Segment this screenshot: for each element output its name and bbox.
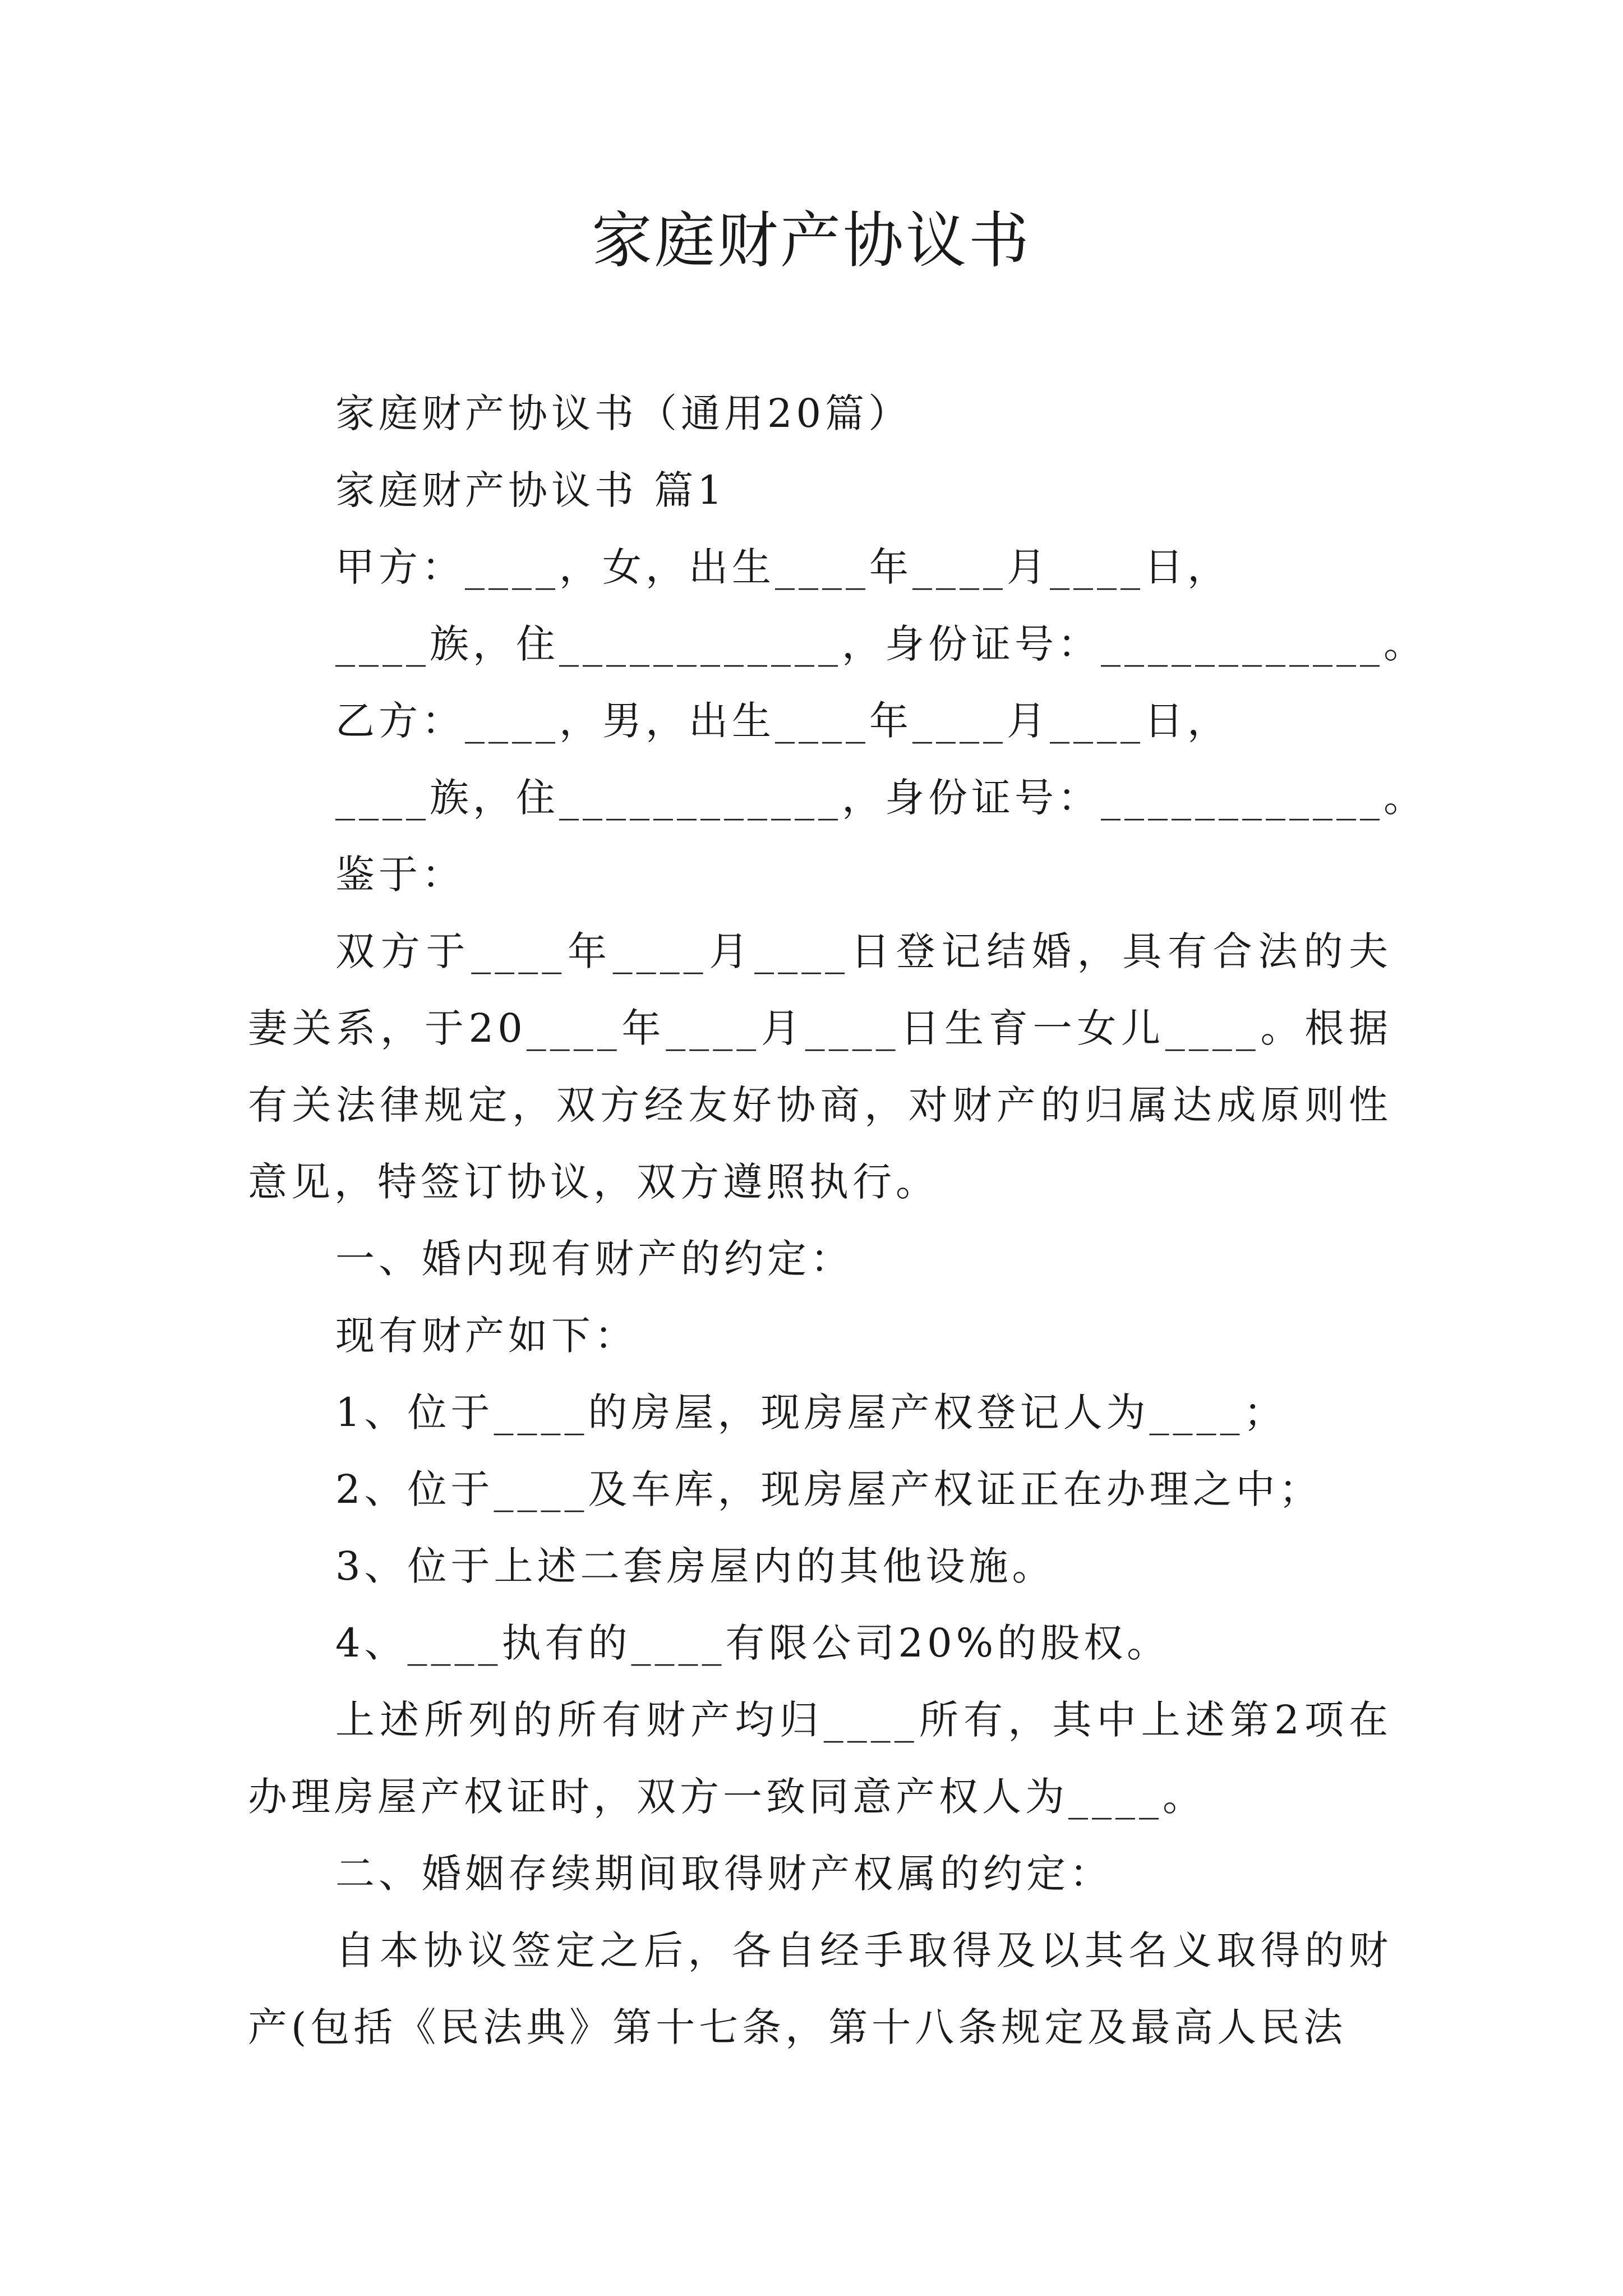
paragraph-existing-assets: 现有财产如下： <box>335 1313 638 1359</box>
paragraph-heading-1: 一、婚内现有财产的约定： <box>335 1236 854 1282</box>
document-body <box>248 375 1427 2066</box>
paragraph-party-a: 甲方：____，女，出生____年____月____日， <box>335 544 1230 590</box>
paragraph-section-heading: 家庭财产协议书 篇1 <box>335 467 726 513</box>
paragraph-party-a-details: ____族，住____________，身份证号：____________。 <box>335 621 1427 667</box>
paragraph-item-3: 3、位于上述二套房屋内的其他设施。 <box>335 1543 1055 1589</box>
paragraph-item-4: 4、____执有的____有限公司20%的股权。 <box>335 1620 1170 1666</box>
paragraph-heading-2: 二、婚姻存续期间取得财产权属的约定： <box>335 1851 1113 1897</box>
document-title: 家庭财产协议书 <box>591 206 1031 276</box>
paragraph-marriage: 双方于____年____月____日登记结婚，具有合法的夫妻关系，于20____年____月____日生育一女儿____。根据有关法律规定，双方经友好协商，对财产的归属达成原则性意见，特签订协议，双方遵照执行。 <box>248 928 1392 1205</box>
paragraph-subtitle: 家庭财产协议书（通用20篇） <box>335 390 912 436</box>
paragraph-party-b-details: ____族，住____________，身份证号：____________。 <box>335 775 1427 821</box>
paragraph-acquired-assets: 自本协议签定之后，各自经手取得及以其名义取得的财产(包括《民法典》第十七条，第十八条规定及最高人民法 <box>248 1927 1392 2050</box>
paragraph-party-b: 乙方：____，男，出生____年____月____日， <box>335 698 1230 744</box>
paragraph-item-1: 1、位于____的房屋，现房屋产权登记人为____； <box>335 1389 1287 1435</box>
paragraph-whereas: 鉴于： <box>335 852 465 898</box>
paragraph-item-2: 2、位于____及车库，现房屋产权证正在办理之中； <box>335 1466 1322 1512</box>
paragraph-ownership: 上述所列的所有财产均归____所有，其中上述第2项在办理房屋产权证时，双方一致同意产权人为____。 <box>248 1697 1392 1820</box>
